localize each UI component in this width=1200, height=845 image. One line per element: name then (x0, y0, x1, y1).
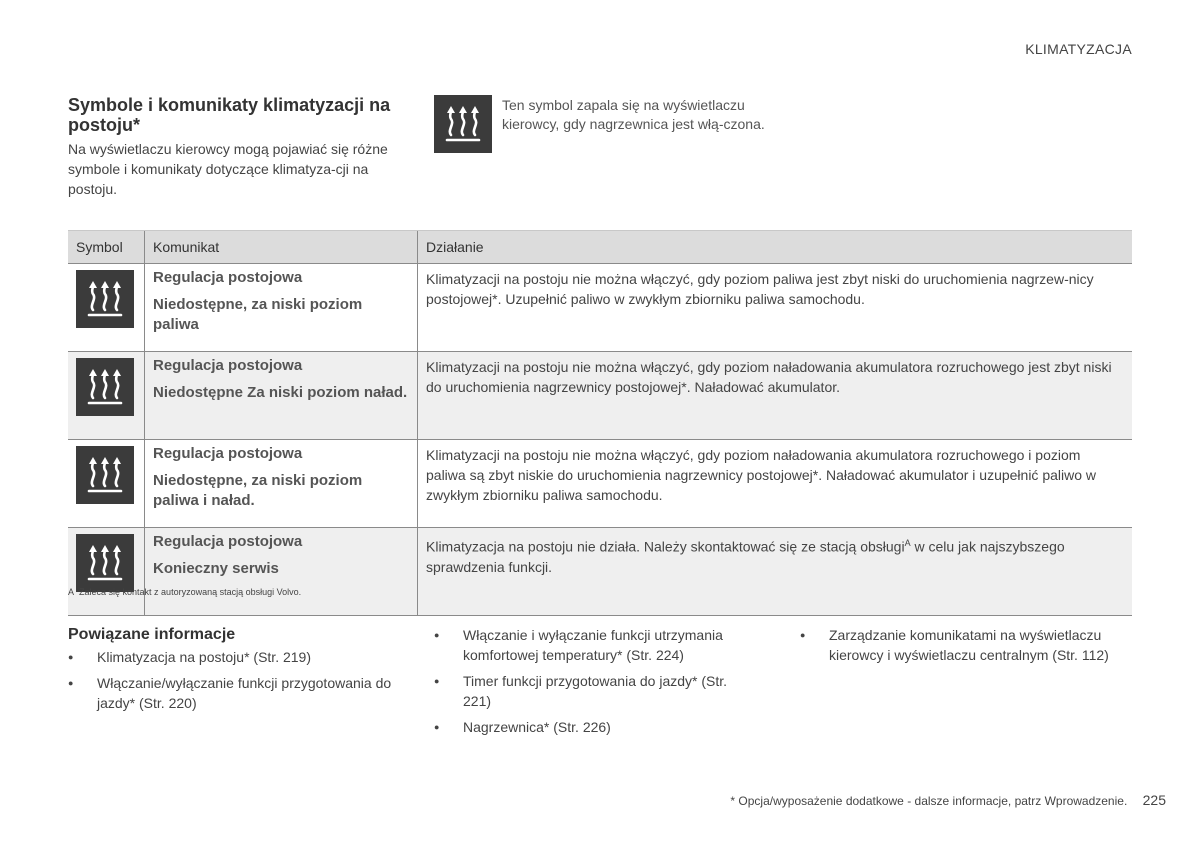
page-footer (730, 792, 1166, 808)
row-action-cell: Klimatyzacji na postoju nie można włączyć, gdy poziom naładowania akumulatora rozruchowego i poziom paliwa są zbyt niskie do uruchomienia nagrzewnicy postojowej*. Naładować akumulator i uzupełnić paliwo w zwykłym zbiorniku paliwa samochodu. (418, 440, 1133, 528)
row-symbol-cell (68, 528, 145, 616)
parking-heater-icon (76, 446, 134, 504)
related-link[interactable]: ● Klimatyzacja na postoju* (Str. 219) (68, 647, 398, 667)
action-text-cont: w celu jak najszybszego sprawdzenia funkcji. (426, 538, 1065, 575)
table-row (68, 352, 1132, 440)
action-text: Klimatyzacja na postoju nie działa. Należy skontaktować się ze stacją obsługi (426, 538, 905, 555)
table-row (68, 264, 1132, 352)
symbol-note (434, 95, 774, 153)
header-action: Działanie (418, 231, 1133, 264)
related-list-col2 (434, 625, 744, 743)
related-list-col1 (68, 647, 398, 719)
intro-section (68, 95, 403, 199)
header-symbol: Symbol (68, 231, 145, 264)
row-message-cell (145, 264, 418, 352)
row-action-cell: Klimatyzacji na postoju nie można włączyć, gdy poziom naładowania akumulatora rozruchowego jest zbyt niski do uruchomienia nagrzewnicy postojowej*. Naładować akumulator. (418, 352, 1133, 440)
message-title: Regulacja postojowa (153, 445, 303, 462)
row-action-cell (418, 528, 1133, 616)
page-title: Symbole i komunikaty klimatyzacji na postoju* (68, 95, 391, 135)
footnote-text: Zaleca się kontakt z autoryzowaną stacją obsługi Volvo. (79, 587, 302, 597)
parking-heater-icon (76, 270, 134, 328)
footnote-marker: A (68, 587, 75, 597)
parking-heater-icon (76, 534, 134, 592)
message-title: Regulacja postojowa (153, 269, 303, 286)
related-link[interactable]: ● Timer funkcji przygotowania do jazdy* (Str. 221) (434, 671, 744, 711)
row-message-cell (145, 528, 418, 616)
message-title: Regulacja postojowa (153, 357, 303, 374)
section-header: KLIMATYZACJA (1025, 41, 1132, 57)
message-subtitle: Niedostępne Za niski poziom naład. (153, 384, 408, 401)
related-link[interactable]: ● Nagrzewnica* (Str. 226) (434, 717, 744, 737)
row-message-cell (145, 440, 418, 528)
row-symbol-cell (68, 264, 145, 352)
row-action-cell: Klimatyzacji na postoju nie można włączyć, gdy poziom paliwa jest zbyt niski do uruchomienia nagrzew-nicy postojowej*. Uzupełnić paliwo w zwykłym zbiorniku paliwa samochodu. (418, 264, 1133, 352)
message-subtitle: Niedostępne, za niski poziom paliwa (153, 296, 363, 333)
footer-note: * Opcja/wyposażenie dodatkowe - dalsze informacje, patrz Wprowadzenie. (730, 794, 1128, 808)
footnote-marker: A (904, 538, 911, 548)
symbol-note-text: Ten symbol zapala się na wyświetlaczu kierowcy, gdy nagrzewnica jest włą-czona. (502, 97, 765, 132)
related-link[interactable]: ● Włączanie/wyłączanie funkcji przygotowania do jazdy* (Str. 220) (68, 673, 398, 713)
row-message-cell (145, 352, 418, 440)
message-subtitle: Niedostępne, za niski poziom paliwa i naład. (153, 472, 363, 509)
parking-heater-icon (434, 95, 492, 153)
messages-table (68, 230, 1132, 616)
related-info-title: Powiązane informacje (68, 626, 236, 643)
table-footnote (68, 587, 301, 597)
related-link[interactable]: ● Zarządzanie komunikatami na wyświetlaczu kierowcy i wyświetlaczu centralnym (Str. 112) (800, 625, 1135, 665)
row-symbol-cell (68, 352, 145, 440)
intro-text: Na wyświetlaczu kierowcy mogą pojawiać się różne symbole i komunikaty dotyczące klimatyza-cji na postoju. (68, 141, 388, 197)
message-subtitle: Konieczny serwis (153, 560, 279, 577)
table-header-row (68, 231, 1132, 264)
message-title: Regulacja postojowa (153, 533, 303, 550)
page-number: 225 (1142, 792, 1166, 808)
row-symbol-cell (68, 440, 145, 528)
table-row (68, 440, 1132, 528)
related-list-col3 (800, 625, 1135, 671)
parking-heater-icon (76, 358, 134, 416)
header-message: Komunikat (145, 231, 418, 264)
related-link[interactable]: ● Włączanie i wyłączanie funkcji utrzymania komfortowej temperatury* (Str. 224) (434, 625, 744, 665)
table-row (68, 528, 1132, 616)
